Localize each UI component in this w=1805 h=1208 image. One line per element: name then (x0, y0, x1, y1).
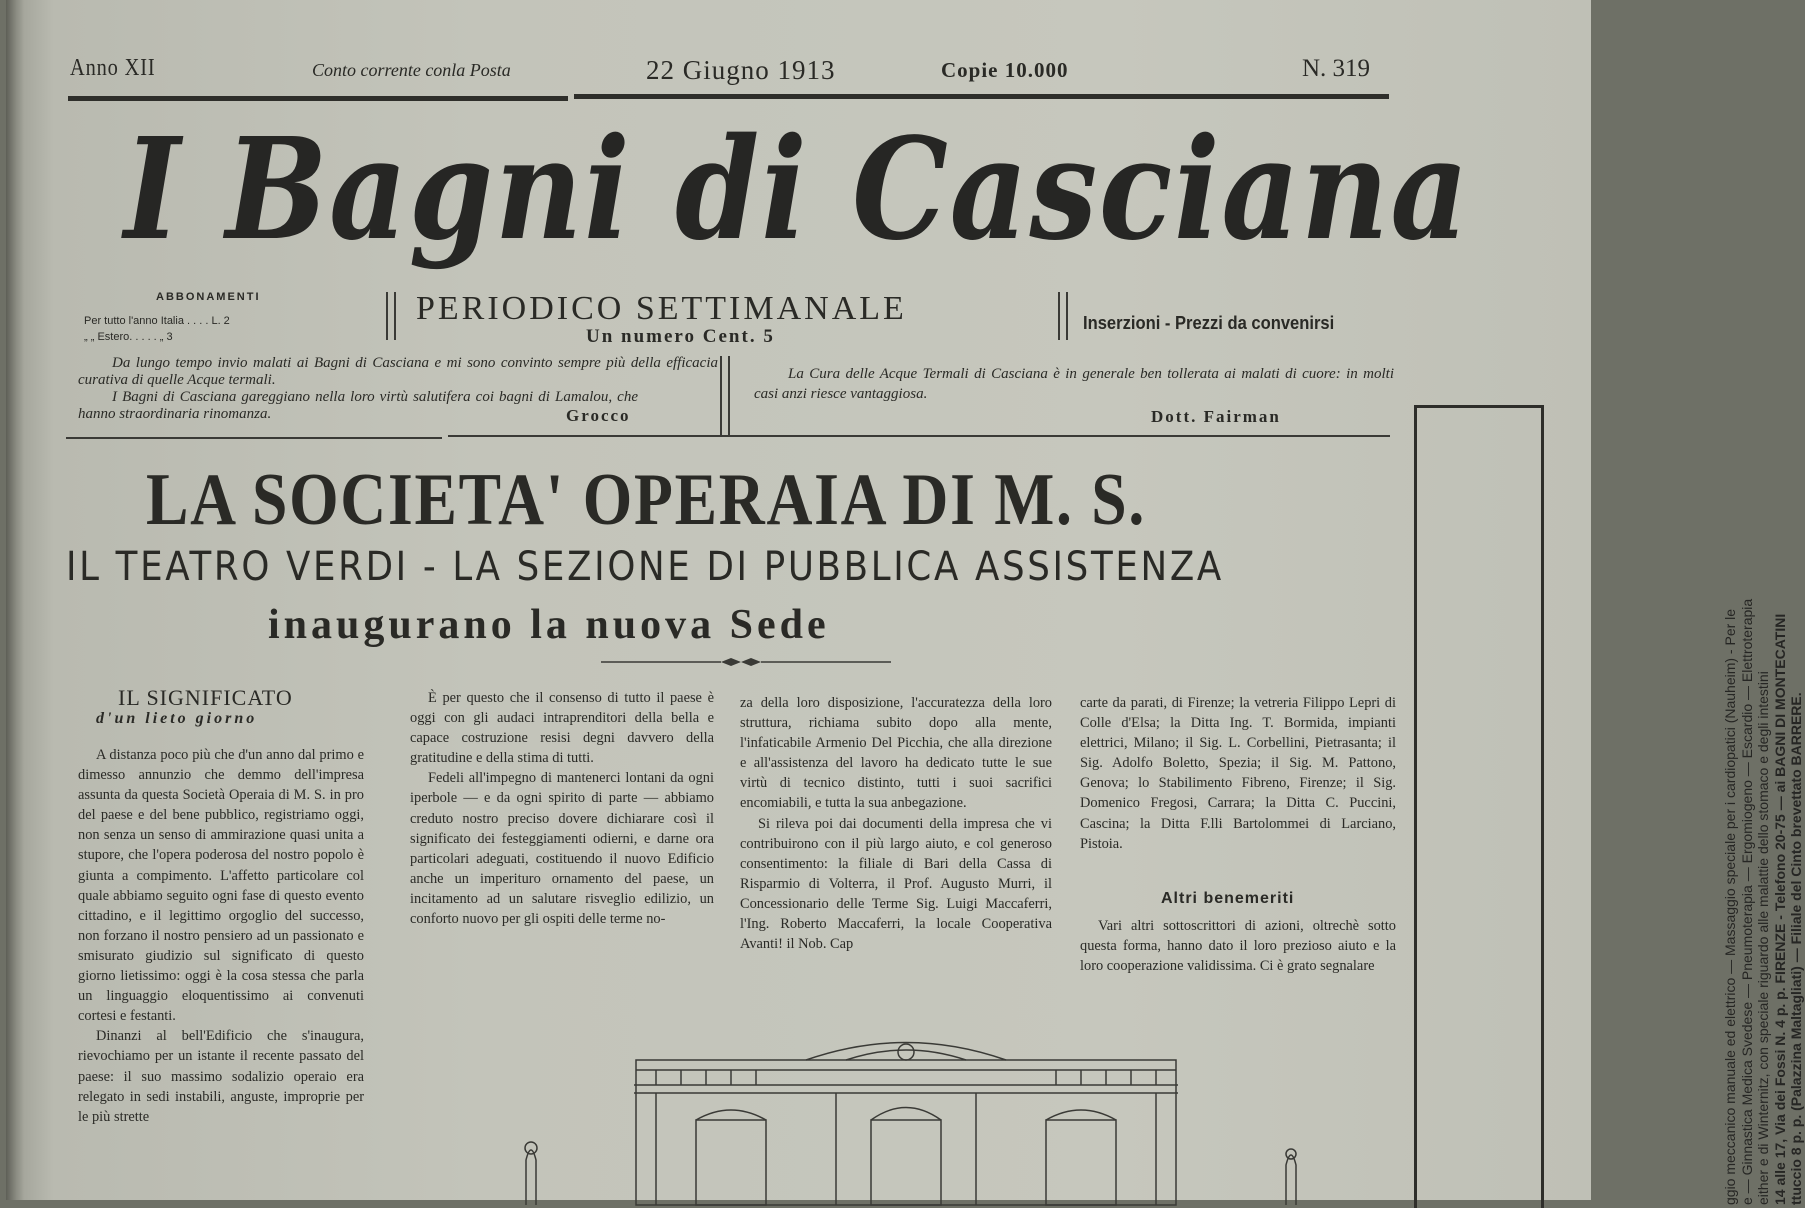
article-column-2 (410, 688, 714, 929)
subsection-heading: Altri benemeriti (1161, 890, 1295, 907)
article-paragraph: za della loro disposizione, l'accuratezza della loro struttura, richiama subito dopo alla mente, l'infaticabile Armenio Del Picchia, che alla direzione e all'assistenza del lavoro ha dedicato tutte le sue virtù di tecnico distinto, tutti i suoi sacrifici encomiabili, e tutta la sua anbegazione. (740, 695, 1052, 812)
building-illustration (506, 1030, 1326, 1205)
article-paragraph: Dinanzi al bell'Edificio che s'inaugura, rievochiamo per un istante il recente passato del paese: il suo massimo sodalizio operaio era relegato in sedi instabili, anguste, improprie per le più strette (78, 1028, 364, 1125)
section-rule (448, 435, 1390, 437)
article-column-4 (1080, 693, 1396, 854)
advert-pricing: Inserzioni - Prezzi da convenirsi (1083, 313, 1335, 333)
ad-line: e — Ginnastica Medica Svedese — Pneumoterapia — Ergomiogeno — Escardio — Elettroterapia (1738, 598, 1755, 1205)
testimonial-paragraph: I Bagni di Casciana gareggiano nella loro virtù salutifera coi bagni di Lamalou, che hanno straordinaria rinomanza. (78, 389, 638, 422)
ad-line: 14 alle 17, Via dei Fossi N. 4 p. p. FIRENZE - Telefono 20-75 — ai BAGNI DI MONTECATINI (1771, 613, 1788, 1205)
testimonial-author: Dott. Fairman (1151, 407, 1281, 426)
subscriptions-title: ABBONAMENTI (156, 291, 261, 303)
subscription-italy: Per tutto l'anno Italia . . . . L. 2 (84, 315, 230, 327)
issue-date: 22 Giugno 1913 (646, 55, 836, 85)
ad-line: either e di Winternitz, con speciale riguardo alle malattie dello stomaco e degli intestini (1755, 671, 1772, 1205)
issue-number: N. 319 (1302, 55, 1371, 82)
column-divider (1058, 292, 1068, 340)
article-column-1 (78, 745, 364, 1127)
column-divider (386, 292, 396, 340)
article-paragraph: Vari altri sottoscrittori di azioni, oltrechè sotto questa forma, hanno dato il loro prezioso aiuto e la loro cooperazione validissima. Ci è grato segnalare (1080, 918, 1396, 975)
section-subtitle: d'un lieto giorno (96, 710, 258, 727)
weekly-label: PERIODICO SETTIMANALE (416, 290, 907, 327)
price-label: Un numero Cent. 5 (586, 326, 775, 347)
article-paragraph: Fedeli all'impegno di mantenerci lontani da ogni iperbole — e da ogni spirito di parte — abbiamo creduto nostro preciso dovere dichiarare così il significato dei festeggiamenti odierni, e darne ora particolari adeguati, costituendo il nuovo Edificio anche un imperituro ornamento del paese, un incitamento ad un salutare risveglio edilizio, un conforto nuovo per gli ospiti delle terme no- (410, 770, 714, 928)
article-paragraph: È per questo che il consenso di tutto il paese è oggi con gli audaci intraprenditori della bella e capace costruzione resisi degni davvero della gratitudine e della stima di tutti. (410, 690, 714, 767)
article-column-4-cont (1080, 916, 1396, 976)
third-headline: inaugurano la nuova Sede (268, 602, 830, 648)
testimonial-author: Grocco (566, 406, 631, 425)
article-column-3 (740, 693, 1052, 954)
section-title: IL SIGNIFICATO (118, 685, 293, 710)
column-divider (720, 356, 730, 436)
article-paragraph: carte da parati, di Firenze; la vetreria Filippo Lepri di Colle d'Elsa; la Ditta Ing. T. Bormida, impianti elettrici, Milano; il Sig. L. Corbellini, Pietrasanta; il Sig. Adolfo Boletto, Spezia; il Sig. M. Pattono, Genova; lo Stabilimento Fibreno, Firenze; il Sig. Domenico Fregosi, Carrara; la Ditta C. Puccini, Cascina; la Ditta F.lli Bartolommei di Larciano, Pistoia. (1080, 695, 1396, 852)
advertisement-box (1414, 405, 1544, 1208)
section-rule (66, 437, 442, 439)
testimonial-paragraph: Da lungo tempo invio malati ai Bagni di Casciana e mi sono convinto sempre più della efficacia curativa di quelle Acque termali. (78, 355, 718, 388)
main-headline: LA SOCIETA' OPERAIA DI M. S. (146, 459, 1147, 541)
masthead-title: I Bagni di Casciana (124, 108, 1471, 272)
ad-line: ggio meccanico manuale ed elettrico — Massaggio speciale per i cardiopatici (Nauheim) - Per le (1722, 608, 1738, 1205)
year-volume: Anno XII (70, 55, 156, 81)
testimonial-fairman: La Cura delle Acque Termali di Casciana è in generale ben tollerata ai malati di cuore: in molti casi anzi riesce vantaggiosa. (754, 366, 1394, 402)
ornament-divider (601, 656, 891, 668)
article-paragraph: Si rileva poi dai documenti della impresa che vi contribuirono con il più largo aiuto, e col generoso consentimento: la filiale di Bari della Cassa di Risparmio di Volterra, il Prof. Augusto Murri, il Concessionario delle Terme Sig. Luigi Maccaferri, l'Ing. Roberto Maccaferri, la locale Cooperativa Avanti! il Nob. Cap (740, 815, 1052, 953)
ad-line: ttuccio 8 p. p. (Palazzina Maltagliati) — Filiale del Cinto brevettato BARRERE. (1788, 692, 1805, 1205)
postal-account-note: Conto corrente conla Posta (312, 60, 511, 80)
circulation: Copie 10.000 (941, 58, 1069, 82)
newspaper-page (6, 0, 1805, 1205)
advertisement-vertical-text (1722, 415, 1805, 1205)
page-fold-shadow (6, 0, 24, 1200)
second-headline: IL TEATRO VERDI - LA SEZIONE DI PUBBLICA ASSISTENZA (66, 544, 1224, 590)
article-paragraph: A distanza poco più che d'un anno dal primo e dimesso annunzio che demmo dell'impresa assunta da questa Società Operaia di M. S. in pro del paese e del bene pubblico, registriamo oggi, non senza un senso di ammirazione quasi unita a stupore, che l'opera poderosa del nostro popolo è giunta a compimento. L'affetto particolare col quale abbiamo seguito ogni fase di questo evento cittadino, e il legittimo orgoglio del successo, non forzano il nostro pensiero ad un passionato e smisurato giudizio sul significato di questo giorno lietissimo: oggi è la cosa stessa che parla un linguaggio eloquentissimo ai convenuti cortesi e festanti. (78, 747, 364, 1025)
top-rule-right (574, 94, 1389, 99)
subscription-abroad: „ „ Estero. . . . . „ 3 (84, 331, 173, 343)
